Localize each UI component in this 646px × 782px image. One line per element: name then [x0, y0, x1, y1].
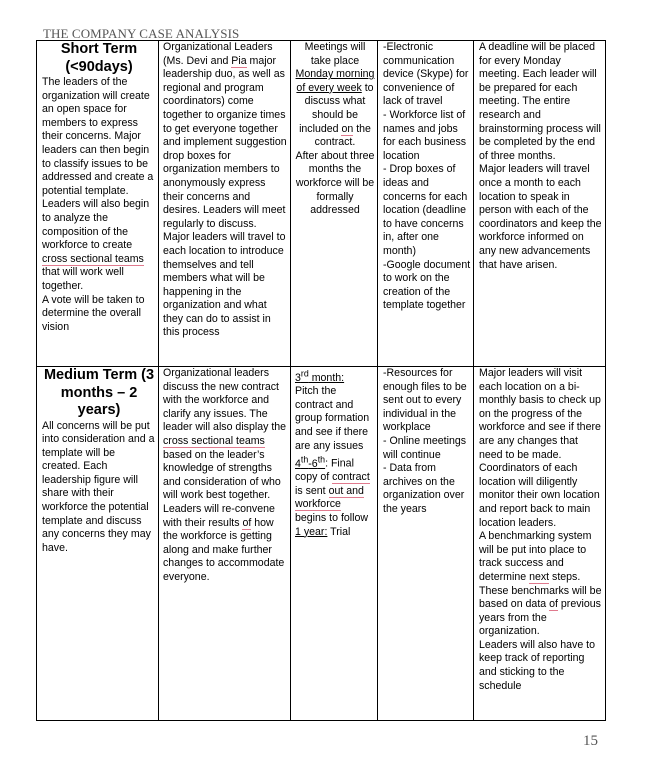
resource-item: - Workforce list of names and jobs for each business location — [383, 108, 467, 162]
resource-item: - Data from archives on the organization over the years — [383, 462, 465, 515]
evaluation-item: A deadline will be placed for every Monday meeting. Each leader will be prepared for each meeting. The entire research and brainstorming process will be completed by the end of three months. — [479, 41, 601, 162]
table-row-medium-term — [37, 367, 606, 721]
short-term-description: The leaders of the organization will create an open space for members to express their concerns. Major leaders can then begin to classify issues to be addressed and create a potential template. Leaders will also begin to analyze the composition of the workforce to create cross sectional teams that will work well together. — [42, 76, 154, 292]
short-term-timeline-cell — [291, 41, 378, 367]
spellcheck-flag: Pia — [231, 54, 247, 67]
resource-item: - Drop boxes of ideas and concerns for each location (deadline to have concerns in, after one month) — [383, 163, 468, 257]
timeline-1-year: 1 year: Trial — [295, 525, 351, 538]
short-term-timeline-after: After about three months the workforce will be formally addressed — [295, 149, 375, 217]
medium-term-cell — [37, 367, 159, 721]
resource-item: - Online meetings will continue — [383, 434, 467, 461]
spellcheck-flag: out and workforce — [295, 484, 364, 511]
short-term-vote: A vote will be taken to determine the overall vision — [42, 293, 145, 333]
evaluation-item: Major leaders will visit each location on a bi-monthly basis to check up on the progress of the workforce and see if there are any changes that need to be made. Coordinators of each location will diligently monitor their own location and report back to main location leaders. — [479, 367, 601, 529]
resource-item: -Resources for enough files to be sent out to every individual in the workplace — [383, 367, 467, 434]
medium-term-evaluation-cell — [474, 367, 606, 721]
resource-item: -Electronic communication device (Skype) for convenience of lack of travel — [383, 41, 469, 108]
medium-term-actions-reconvene: Leaders will re-convene with their results of how the workforce is getting along and make further changes to accommodate everyone. — [163, 502, 285, 583]
page-header: THE COMPANY CASE ANALYSIS — [43, 26, 240, 41]
spellcheck-flag: on — [341, 122, 354, 135]
short-term-title: Short Term (<90days) — [60, 41, 138, 75]
spellcheck-flag: cross sectional teams — [42, 252, 144, 265]
short-term-cell — [37, 41, 159, 367]
short-term-evaluation-cell — [474, 41, 606, 367]
short-term-actions-cell — [159, 41, 291, 367]
spellcheck-flag: next — [529, 570, 550, 583]
short-term-actions-travel: Major leaders will travel to each location to introduce themselves and tell members what will be happening in the organization and what they can do to assist in this process — [163, 231, 286, 339]
page-number: 15 — [583, 733, 598, 749]
timeline-3rd-month: 3rd month: — [295, 368, 345, 384]
spellcheck-flag: of — [242, 516, 252, 529]
medium-term-actions-cell — [159, 367, 291, 721]
evaluation-item: Leaders will also have to keep track of reporting and sticking to the schedule — [479, 638, 596, 692]
medium-term-description: All concerns will be put into consideration and a template will be created. Each leadership figure will share with their workforce the potential template and discuss any concerns they may have. — [42, 419, 155, 554]
evaluation-item: Major leaders will travel once a month to each location to speak in person with each of the coordinators and keep the workforce informed on any new advancements that have arisen. — [479, 163, 602, 271]
short-term-actions: Organizational Leaders (Ms. Devi and Pia major leadership duo, as well as regional and program coordinators) come together to organize times to get everyone together and implement suggestion drop boxes for organization members to anonymously express their concerns and desires. Leaders will meet regularly to discuss. — [163, 41, 287, 230]
resource-item: -Google document to work on the creation of the template together — [383, 258, 471, 312]
spellcheck-flag: contract — [332, 471, 370, 484]
plan-table — [36, 40, 606, 721]
medium-term-title: Medium Term (3 months – 2 years) — [43, 367, 155, 418]
short-term-timeline: Meetings will take place Monday morning of every week to discuss what should be included on the contract. — [295, 41, 375, 149]
table-row-short-term — [37, 41, 606, 367]
timeline-final-copy: 4th-6th: Final copy of contract is sent out and workforce begins to follow — [295, 454, 370, 524]
spellcheck-flag: cross sectional teams — [163, 434, 265, 447]
short-term-resources-cell — [378, 41, 474, 367]
evaluation-item: A benchmarking system will be put into place to track success and determine next steps. These benchmarks will be based on data of previous years from the organization. — [479, 530, 602, 638]
medium-term-resources-cell — [378, 367, 474, 721]
spellcheck-flag: of — [549, 598, 558, 611]
timeline-pitch: Pitch the contract and group formation and see if there are any issues — [295, 385, 370, 452]
medium-term-timeline-cell — [291, 367, 378, 721]
medium-term-actions: Organizational leaders discuss the new contract with the workforce and clarify any issues. The leader will also display the cross sectional teams based on the leader’s knowledge of strengths and consideration of who will work best together. — [163, 367, 287, 502]
